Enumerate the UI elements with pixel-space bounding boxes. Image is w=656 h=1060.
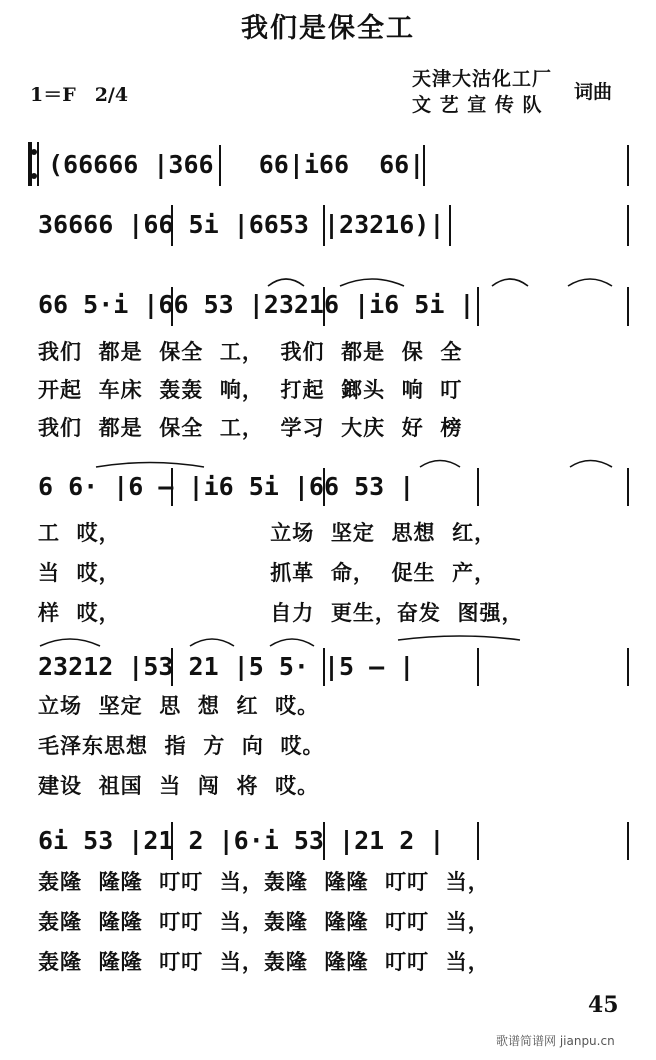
lyrics-system-3-verse-1: 我们 都是 保全 工， 我们 都是 保 全 <box>38 340 463 364</box>
lyrics-system-3-verse-3: 我们 都是 保全 工， 学习 大庆 好 榜 <box>38 416 463 440</box>
author-line-1: 天津大沽化工厂 <box>412 68 553 90</box>
lyrics-system-3-verse-2: 开起 车床 轰轰 响， 打起 鎯头 响 叮 <box>38 378 463 402</box>
notation-system-6: 6i 53 |21 2 |6·i 53 |21 2 | <box>38 826 445 855</box>
notation-system-1: (66666 |366 66|i66 66| <box>48 150 425 179</box>
watermark: 歌谱简谱网 jianpu.cn <box>496 1034 615 1048</box>
lyrics-system-6-verse-1: 轰隆 隆隆 叮叮 当，轰隆 隆隆 叮叮 当， <box>38 870 490 894</box>
lyrics-system-5-verse-1: 立场 坚定 思 想 红 哎。 <box>38 694 320 718</box>
lyrics-system-5-verse-2: 毛泽东思想 指 方 向 哎。 <box>38 734 325 758</box>
page-title: 我们是保全工 <box>241 13 415 44</box>
lyrics-system-6-verse-2: 轰隆 隆隆 叮叮 当，轰隆 隆隆 叮叮 当， <box>38 910 490 934</box>
notation-system-5: 23212 |53 21 |5 5· |5 — | <box>38 652 415 681</box>
lyrics-system-6-verse-3: 轰隆 隆隆 叮叮 当，轰隆 隆隆 叮叮 当， <box>38 950 490 974</box>
notation-system-4: 6 6· |6 — |i6 5i |66 53 | <box>38 472 415 501</box>
key-signature: 1＝F 2/4 <box>30 84 129 106</box>
notation-system-3: 66 5·i |66 53 |23216 |i6 5i | <box>38 290 475 319</box>
lyrics-system-5-verse-3: 建设 祖国 当 闯 将 哎。 <box>38 774 320 798</box>
lyrics-system-4-verse-1: 工 哎， 立场 坚定 思想 红， <box>38 521 497 545</box>
notation-system-2: 36666 |66 5i |6653 |23216)| <box>38 210 445 239</box>
author-line-2: 文 艺 宣 传 队 <box>412 94 543 116</box>
lyrics-system-4-verse-2: 当 哎， 抓革 命， 促生 产， <box>38 561 497 585</box>
page-number: 45 <box>588 992 619 1018</box>
lyrics-system-4-verse-3: 样 哎， 自力 更生，奋发 图强， <box>38 601 524 625</box>
author-role: 词曲 <box>574 81 613 103</box>
